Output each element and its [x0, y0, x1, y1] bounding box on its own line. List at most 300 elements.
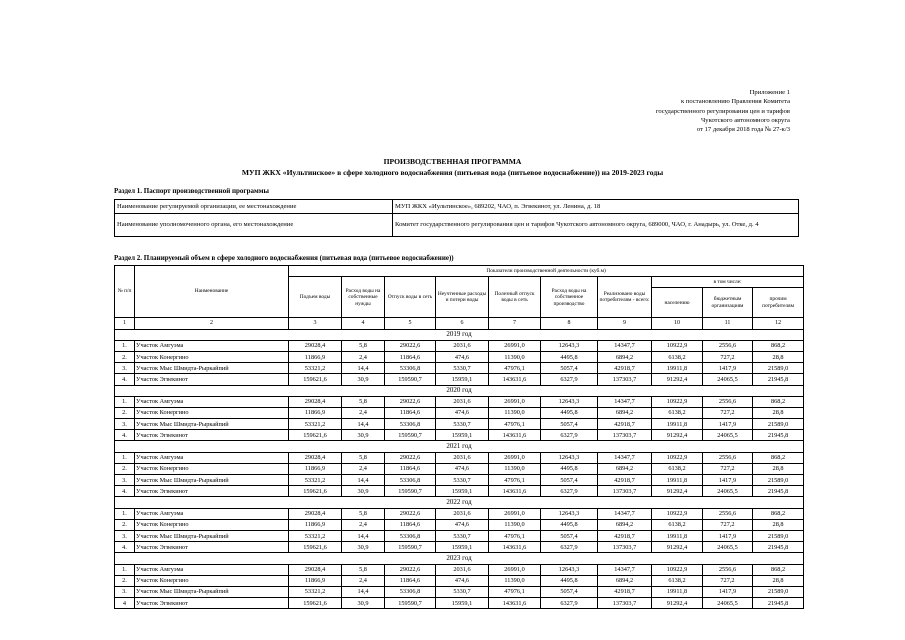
row-number: 4. [115, 542, 135, 553]
header-col: Расход воды на собственные нужды [342, 277, 385, 318]
table-row [115, 586, 804, 597]
value-cell: 6894,2 [598, 407, 652, 418]
value-cell: 14347,7 [598, 396, 652, 407]
value-cell: 5057,4 [541, 475, 598, 486]
value-cell: 11866,9 [289, 351, 342, 362]
value-cell: 91292,4 [652, 374, 703, 385]
table-row [115, 374, 804, 385]
value-cell: 2556,6 [703, 452, 753, 463]
value-cell: 47976,1 [489, 530, 541, 541]
value-cell: 2031,6 [436, 452, 489, 463]
column-index: 2 [135, 318, 289, 329]
value-cell: 5,8 [342, 396, 385, 407]
value-cell: 21589,0 [753, 530, 804, 541]
value-cell: 53321,2 [289, 363, 342, 374]
row-number: 3. [115, 586, 135, 597]
value-cell: 5057,4 [541, 586, 598, 597]
header-col: Реализовано воды потребителям - всего: [598, 277, 652, 318]
value-cell: 15959,1 [436, 374, 489, 385]
value-cell: 21589,0 [753, 419, 804, 430]
header-col: прочим потребителям [753, 288, 804, 318]
year-label: 2023 год [115, 553, 804, 564]
passport-value: МУП ЖКХ «Иультинское», 689202, ЧАО, п. Эгвекинот, ул. Ленина, д. 18 [393, 200, 799, 214]
header-in-total: в том числе: [652, 277, 804, 288]
value-cell: 143631,6 [489, 598, 541, 609]
passport-label: Наименование регулируемой организации, ее местонахождение [115, 200, 393, 214]
value-cell: 24065,5 [703, 542, 753, 553]
column-index: 1 [115, 318, 135, 329]
site-name: Участок Амгуэма [135, 340, 289, 351]
column-index: 3 [289, 318, 342, 329]
column-index: 12 [753, 318, 804, 329]
value-cell: 21945,8 [753, 430, 804, 441]
value-cell: 4495,8 [541, 575, 598, 586]
value-cell: 2556,6 [703, 508, 753, 519]
value-cell: 6894,2 [598, 519, 652, 530]
passport-row [115, 214, 799, 237]
value-cell: 14,4 [342, 586, 385, 597]
row-number: 4. [115, 430, 135, 441]
value-cell: 5330,7 [436, 530, 489, 541]
value-cell: 143631,6 [489, 486, 541, 497]
value-cell: 137303,7 [598, 542, 652, 553]
value-cell: 1417,9 [703, 419, 753, 430]
value-cell: 29028,4 [289, 452, 342, 463]
value-cell: 4495,8 [541, 407, 598, 418]
site-name: Участок Эгвекинот [135, 486, 289, 497]
value-cell: 143631,6 [489, 374, 541, 385]
year-label: 2020 год [115, 385, 804, 396]
site-name: Участок Мыс Шмидта-Рыркайпий [135, 475, 289, 486]
table-row [115, 396, 804, 407]
value-cell: 42918,7 [598, 363, 652, 374]
value-cell: 6138,2 [652, 519, 703, 530]
year-rows [115, 329, 804, 609]
row-number: 1. [115, 340, 135, 351]
value-cell: 24065,5 [703, 486, 753, 497]
value-cell: 12643,3 [541, 508, 598, 519]
value-cell: 2031,6 [436, 564, 489, 575]
value-cell: 2,4 [342, 351, 385, 362]
value-cell: 42918,7 [598, 530, 652, 541]
passport-table [114, 199, 799, 237]
value-cell: 28,8 [753, 519, 804, 530]
value-cell: 5330,7 [436, 363, 489, 374]
value-cell: 19911,8 [652, 363, 703, 374]
site-name: Участок Эгвекинот [135, 430, 289, 441]
value-cell: 159590,7 [385, 542, 436, 553]
value-cell: 42918,7 [598, 586, 652, 597]
value-cell: 159590,7 [385, 486, 436, 497]
value-cell: 19911,8 [652, 419, 703, 430]
row-number: 3. [115, 475, 135, 486]
year-label: 2019 год [115, 329, 804, 340]
value-cell: 29028,4 [289, 340, 342, 351]
row-number: 2. [115, 575, 135, 586]
value-cell: 5,8 [342, 508, 385, 519]
header-col: Подъем воды [289, 277, 342, 318]
value-cell: 11390,0 [489, 351, 541, 362]
value-cell: 24065,5 [703, 430, 753, 441]
value-cell: 5057,4 [541, 363, 598, 374]
column-index: 9 [598, 318, 652, 329]
year-row [115, 553, 804, 564]
table-row [115, 530, 804, 541]
site-name: Участок Амгуэма [135, 452, 289, 463]
year-row [115, 497, 804, 508]
value-cell: 727,2 [703, 351, 753, 362]
value-cell: 2556,6 [703, 340, 753, 351]
value-cell: 5330,7 [436, 419, 489, 430]
value-cell: 15959,1 [436, 486, 489, 497]
header-row-group [115, 266, 804, 277]
value-cell: 15959,1 [436, 542, 489, 553]
value-cell: 29028,4 [289, 564, 342, 575]
section2-heading: Раздел 2. Планируемый объем в сфере холодного водоснабжения (питьевая вода (питьевое водоснабжение)) [114, 254, 454, 262]
value-cell: 30,9 [342, 374, 385, 385]
row-number: 4 [115, 598, 135, 609]
header-col: Полезный отпуск воды в сеть [489, 277, 541, 318]
value-cell: 2,4 [342, 463, 385, 474]
value-cell: 53321,2 [289, 530, 342, 541]
value-cell: 5057,4 [541, 530, 598, 541]
row-number: 1. [115, 508, 135, 519]
year-label: 2021 год [115, 441, 804, 452]
value-cell: 159590,7 [385, 598, 436, 609]
value-cell: 91292,4 [652, 430, 703, 441]
value-cell: 10922,9 [652, 396, 703, 407]
value-cell: 21589,0 [753, 586, 804, 597]
value-cell: 159621,6 [289, 598, 342, 609]
value-cell: 53321,2 [289, 586, 342, 597]
passport-label: Наименование уполномоченного органа, его местонахождение [115, 214, 393, 237]
value-cell: 24065,5 [703, 598, 753, 609]
value-cell: 2,4 [342, 407, 385, 418]
value-cell: 12643,3 [541, 452, 598, 463]
value-cell: 29022,6 [385, 564, 436, 575]
value-cell: 137303,7 [598, 598, 652, 609]
value-cell: 12643,3 [541, 396, 598, 407]
site-name: Участок Мыс Шмидта-Рыркайпий [135, 419, 289, 430]
column-index: 5 [385, 318, 436, 329]
value-cell: 12643,3 [541, 340, 598, 351]
value-cell: 11390,0 [489, 519, 541, 530]
value-cell: 6327,9 [541, 486, 598, 497]
volume-table [114, 265, 804, 609]
site-name: Участок Конергино [135, 519, 289, 530]
row-number: 2. [115, 519, 135, 530]
value-cell: 14347,7 [598, 340, 652, 351]
value-cell: 6138,2 [652, 575, 703, 586]
site-name: Участок Эгвекинот [135, 374, 289, 385]
value-cell: 5330,7 [436, 586, 489, 597]
value-cell: 6327,9 [541, 430, 598, 441]
value-cell: 4495,8 [541, 463, 598, 474]
value-cell: 159590,7 [385, 374, 436, 385]
header-group: Показатели производственной деятельности (куб.м) [289, 266, 804, 277]
value-cell: 11866,9 [289, 519, 342, 530]
value-cell: 6327,9 [541, 598, 598, 609]
value-cell: 2,4 [342, 519, 385, 530]
value-cell: 1417,9 [703, 363, 753, 374]
table-row [115, 542, 804, 553]
value-cell: 137303,7 [598, 486, 652, 497]
value-cell: 15959,1 [436, 598, 489, 609]
value-cell: 6894,2 [598, 351, 652, 362]
year-label: 2022 год [115, 497, 804, 508]
value-cell: 868,2 [753, 564, 804, 575]
site-name: Участок Мыс Шмидта-Рыркайпий [135, 530, 289, 541]
site-name: Участок Амгуэма [135, 564, 289, 575]
value-cell: 14347,7 [598, 564, 652, 575]
value-cell: 6138,2 [652, 407, 703, 418]
value-cell: 868,2 [753, 340, 804, 351]
year-row [115, 329, 804, 340]
value-cell: 53321,2 [289, 475, 342, 486]
value-cell: 19911,8 [652, 475, 703, 486]
value-cell: 6327,9 [541, 542, 598, 553]
header-col: Отпуск воды в сеть [385, 277, 436, 318]
value-cell: 28,8 [753, 407, 804, 418]
value-cell: 474,6 [436, 575, 489, 586]
table-row [115, 508, 804, 519]
value-cell: 14,4 [342, 530, 385, 541]
table-row [115, 486, 804, 497]
row-number: 4. [115, 374, 135, 385]
table-row [115, 430, 804, 441]
table-row [115, 598, 804, 609]
value-cell: 2556,6 [703, 564, 753, 575]
value-cell: 15959,1 [436, 430, 489, 441]
value-cell: 2031,6 [436, 396, 489, 407]
value-cell: 91292,4 [652, 486, 703, 497]
site-name: Участок Амгуэма [135, 396, 289, 407]
value-cell: 14,4 [342, 363, 385, 374]
header-col: населению [652, 288, 703, 318]
value-cell: 6138,2 [652, 351, 703, 362]
value-cell: 159590,7 [385, 430, 436, 441]
passport-value: Комитет государственного регулирования цен и тарифов Чукотского автономного округа, 689000, ЧАО, г. Анадырь, ул. Отке, д. 4 [393, 214, 799, 237]
value-cell: 53306,8 [385, 419, 436, 430]
table-row [115, 564, 804, 575]
value-cell: 53306,8 [385, 363, 436, 374]
value-cell: 2031,6 [436, 508, 489, 519]
table-row [115, 575, 804, 586]
value-cell: 10922,9 [652, 508, 703, 519]
header-col: Расход воды на собственное производство [541, 277, 598, 318]
value-cell: 47976,1 [489, 475, 541, 486]
passport-row [115, 200, 799, 214]
value-cell: 30,9 [342, 430, 385, 441]
value-cell: 137303,7 [598, 374, 652, 385]
value-cell: 5,8 [342, 340, 385, 351]
value-cell: 868,2 [753, 452, 804, 463]
value-cell: 474,6 [436, 463, 489, 474]
row-number: 3. [115, 419, 135, 430]
value-cell: 42918,7 [598, 475, 652, 486]
value-cell: 6894,2 [598, 463, 652, 474]
value-cell: 53306,8 [385, 586, 436, 597]
value-cell: 26991,0 [489, 340, 541, 351]
header-num: № п/п [115, 266, 135, 318]
value-cell: 727,2 [703, 407, 753, 418]
value-cell: 474,6 [436, 351, 489, 362]
site-name: Участок Эгвекинот [135, 598, 289, 609]
value-cell: 53306,8 [385, 530, 436, 541]
row-number: 1. [115, 564, 135, 575]
value-cell: 1417,9 [703, 586, 753, 597]
value-cell: 24065,5 [703, 374, 753, 385]
row-number: 3. [115, 363, 135, 374]
value-cell: 47976,1 [489, 419, 541, 430]
appendix-line: от 17 декабря 2018 года № 27-к/3 [696, 126, 790, 134]
site-name: Участок Конергино [135, 407, 289, 418]
table-row [115, 519, 804, 530]
value-cell: 2,4 [342, 575, 385, 586]
value-cell: 14347,7 [598, 508, 652, 519]
value-cell: 11864,6 [385, 575, 436, 586]
value-cell: 143631,6 [489, 430, 541, 441]
value-cell: 1417,9 [703, 530, 753, 541]
value-cell: 159621,6 [289, 542, 342, 553]
header-col: Неучтенные расходы и потери воды [436, 277, 489, 318]
value-cell: 19911,8 [652, 530, 703, 541]
year-row [115, 385, 804, 396]
header-col: бюджетным организациям [703, 288, 753, 318]
row-number: 4. [115, 486, 135, 497]
value-cell: 10922,9 [652, 340, 703, 351]
year-row [115, 441, 804, 452]
column-index: 6 [436, 318, 489, 329]
table-row [115, 452, 804, 463]
value-cell: 21589,0 [753, 363, 804, 374]
value-cell: 47976,1 [489, 363, 541, 374]
table-row [115, 407, 804, 418]
table-row [115, 419, 804, 430]
value-cell: 28,8 [753, 351, 804, 362]
value-cell: 11864,6 [385, 519, 436, 530]
column-index: 8 [541, 318, 598, 329]
value-cell: 5330,7 [436, 475, 489, 486]
table-row [115, 463, 804, 474]
value-cell: 11390,0 [489, 575, 541, 586]
value-cell: 30,9 [342, 486, 385, 497]
row-number: 2. [115, 463, 135, 474]
value-cell: 26991,0 [489, 396, 541, 407]
site-name: Участок Амгуэма [135, 508, 289, 519]
value-cell: 29022,6 [385, 340, 436, 351]
value-cell: 11390,0 [489, 463, 541, 474]
table-row [115, 363, 804, 374]
value-cell: 21945,8 [753, 542, 804, 553]
row-number: 1. [115, 452, 135, 463]
value-cell: 10922,9 [652, 564, 703, 575]
row-number: 3. [115, 530, 135, 541]
value-cell: 11866,9 [289, 407, 342, 418]
value-cell: 474,6 [436, 407, 489, 418]
value-cell: 868,2 [753, 396, 804, 407]
value-cell: 143631,6 [489, 542, 541, 553]
site-name: Участок Конергино [135, 575, 289, 586]
value-cell: 11866,9 [289, 463, 342, 474]
value-cell: 21945,8 [753, 486, 804, 497]
value-cell: 29022,6 [385, 452, 436, 463]
value-cell: 14347,7 [598, 452, 652, 463]
row-number: 1. [115, 396, 135, 407]
site-name: Участок Конергино [135, 463, 289, 474]
value-cell: 26991,0 [489, 564, 541, 575]
column-index: 7 [489, 318, 541, 329]
value-cell: 1417,9 [703, 475, 753, 486]
appendix-block [600, 88, 790, 134]
row-number: 2. [115, 351, 135, 362]
value-cell: 12643,3 [541, 564, 598, 575]
header-name: Наименование [135, 266, 289, 318]
value-cell: 91292,4 [652, 542, 703, 553]
value-cell: 2031,6 [436, 340, 489, 351]
value-cell: 26991,0 [489, 508, 541, 519]
value-cell: 30,9 [342, 542, 385, 553]
value-cell: 5,8 [342, 452, 385, 463]
value-cell: 11864,6 [385, 463, 436, 474]
site-name: Участок Конергино [135, 351, 289, 362]
site-name: Участок Мыс Шмидта-Рыркайпий [135, 586, 289, 597]
column-index: 4 [342, 318, 385, 329]
value-cell: 727,2 [703, 519, 753, 530]
appendix-line: Чукотского автономного округа [701, 116, 790, 124]
value-cell: 19911,8 [652, 586, 703, 597]
column-index: 10 [652, 318, 703, 329]
document-title: ПРОИЗВОДСТВЕННАЯ ПРОГРАММА [383, 157, 522, 166]
value-cell: 5,8 [342, 564, 385, 575]
value-cell: 11864,6 [385, 351, 436, 362]
appendix-line: к постановлению Правления Комитета [681, 98, 790, 106]
value-cell: 53321,2 [289, 419, 342, 430]
value-cell: 4495,8 [541, 351, 598, 362]
value-cell: 29028,4 [289, 508, 342, 519]
table-row [115, 340, 804, 351]
section1-heading: Раздел 1. Паспорт производственной программы [114, 187, 269, 195]
value-cell: 474,6 [436, 519, 489, 530]
value-cell: 30,9 [342, 598, 385, 609]
value-cell: 6138,2 [652, 463, 703, 474]
value-cell: 6894,2 [598, 575, 652, 586]
value-cell: 159621,6 [289, 374, 342, 385]
value-cell: 14,4 [342, 419, 385, 430]
value-cell: 42918,7 [598, 419, 652, 430]
value-cell: 29028,4 [289, 396, 342, 407]
appendix-line: Приложение 1 [749, 89, 790, 96]
value-cell: 137303,7 [598, 430, 652, 441]
appendix-line: государственного регулирования цен и тарифов [655, 107, 790, 115]
value-cell: 21945,8 [753, 598, 804, 609]
value-cell: 727,2 [703, 575, 753, 586]
value-cell: 21945,8 [753, 374, 804, 385]
column-index: 11 [703, 318, 753, 329]
value-cell: 21589,0 [753, 475, 804, 486]
value-cell: 868,2 [753, 508, 804, 519]
table-row [115, 351, 804, 362]
table-row [115, 475, 804, 486]
value-cell: 28,8 [753, 463, 804, 474]
value-cell: 2556,6 [703, 396, 753, 407]
value-cell: 159621,6 [289, 430, 342, 441]
column-index-row [115, 318, 804, 329]
site-name: Участок Эгвекинот [135, 542, 289, 553]
value-cell: 47976,1 [489, 586, 541, 597]
value-cell: 159621,6 [289, 486, 342, 497]
value-cell: 29022,6 [385, 508, 436, 519]
